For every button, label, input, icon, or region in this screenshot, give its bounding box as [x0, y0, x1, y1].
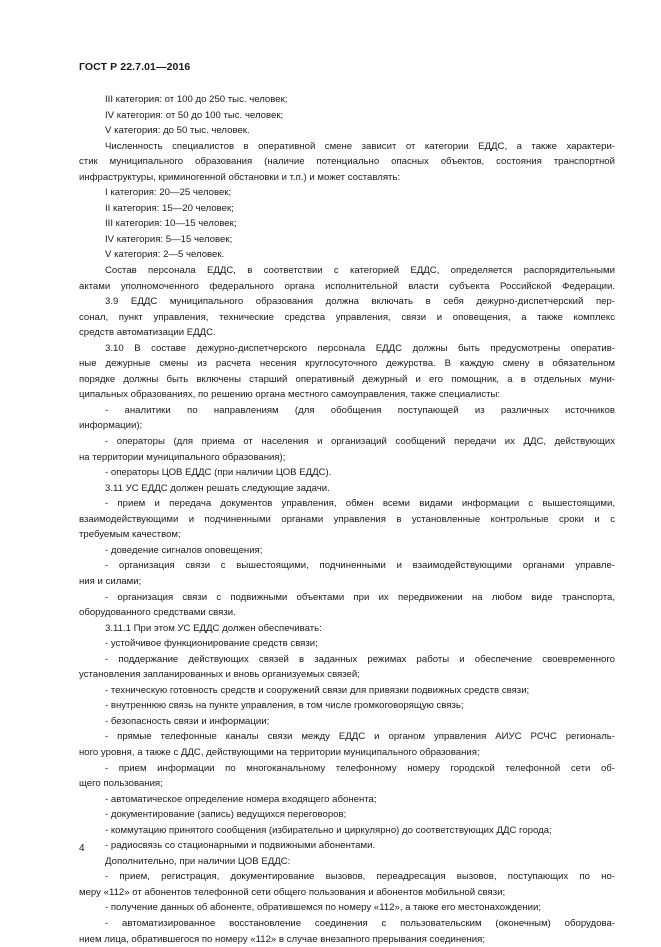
text-line: ного уровня, а также с ДДС, действующими на территории муниципального образования; — [79, 746, 480, 758]
text-line: нием лица, обратившегося по номеру «112» в случае внезапного прерывания соединения; — [79, 933, 485, 945]
text-line: на территории муниципального образования); — [79, 451, 286, 463]
text-line: - радиосвязь со стационарными и подвижными абонентами. — [105, 840, 376, 852]
text-line: оборудованного средствами связи. — [79, 607, 236, 619]
text-line: - документирование (запись) ведущихся переговоров; — [105, 809, 347, 821]
text-line: меру «112» от абонентов телефонной сети общего пользования и абонентов мобильной связи; — [79, 886, 506, 898]
text-line: III категория: от 100 до 250 тыс. человек; — [105, 94, 288, 105]
page-number: 4 — [79, 843, 85, 854]
text-line: - коммутацию принятого сообщения (избирательно и циркулярно) до соответствующих ДДС города; — [105, 824, 552, 836]
text-line: - организация связи с вышестоящими, подчиненными и взаимодействующими органами управле- — [105, 560, 615, 572]
text-line: взаимодействующими и подчиненными органами управления в установленные контрольные сроки и с — [79, 513, 615, 525]
text-line: ципальных образованиях, по решению органа местного самоуправления, также специалисты: — [79, 389, 501, 401]
text-line: V категория: 2—5 человек. — [105, 249, 225, 261]
text-line: 3.10 В составе дежурно-диспетчерского персонала ЕДДС должны быть предусмотрены оператив- — [105, 342, 615, 354]
text-line: - устойчивое функционирование средств связи; — [105, 638, 318, 650]
text-line: - поддержание действующих связей в заданных режимах работы и обеспечение своевременного — [105, 653, 615, 665]
text-line: актами уполномоченного федерального органа исполнительной власти субъекта Российской Федерации. — [79, 280, 615, 292]
document-header: ГОСТ Р 22.7.01—2016 — [79, 61, 191, 73]
text-line: Состав персонала ЕДДС, в соответствии с категорией ЕДДС, определяется распорядительными — [105, 265, 615, 277]
text-line: щего пользования; — [79, 778, 163, 790]
text-line: ные дежурные смены из расчета несения круглосуточного дежурства. В каждую смену в обязательном — [79, 358, 615, 370]
text-line: - доведение сигналов оповещения; — [105, 544, 263, 556]
text-line: информации); — [79, 420, 143, 432]
text-line: - автоматизированное восстановление соединения с пользовательским (оконечным) оборудова- — [105, 917, 615, 929]
text-line: - операторы (для приема от населения и организаций сообщений передачи их ДДС, действующих — [105, 436, 615, 448]
text-line: - автоматическое определение номера входящего абонента; — [105, 793, 377, 805]
text-line: Дополнительно, при наличии ЦОВ ЕДДС: — [105, 855, 291, 867]
text-line: - прием, регистрация, документирование вызовов, переадресация вызовов, поступающих по но- — [105, 871, 615, 883]
text-line: 3.11 УС ЕДДС должен решать следующие задачи. — [105, 482, 330, 494]
text-line: - техническую готовность средств и сооружений связи для привязки подвижных средств связи; — [105, 684, 530, 696]
text-line: - прием информации по многоканальному телефонному номеру городской телефонной сети об- — [105, 762, 615, 774]
text-line: Численность специалистов в оперативной смене зависит от категории ЕДДС, а также характери- — [105, 140, 615, 152]
text-line: III категория: 10—15 человек; — [105, 218, 237, 230]
text-line: V категория: до 50 тыс. человек. — [105, 125, 250, 137]
text-line: - прямые телефонные каналы связи между ЕДДС и органом управления АИУС РСЧС региональ- — [105, 731, 615, 743]
text-line: - аналитики по направлениям (для обобщения поступающей из различных источников — [105, 404, 615, 416]
text-line: порядке должны быть включены старший оперативный дежурный и его помощник, а в отдельных муни- — [79, 373, 615, 385]
text-line: I категория: 20—25 человек; — [105, 187, 232, 199]
text-line: IV категория: от 50 до 100 тыс. человек; — [105, 109, 284, 121]
document-body — [79, 92, 615, 947]
text-line: ния и силами; — [79, 575, 142, 587]
text-line: 3.9 ЕДДС муниципального образования должна включать в себя дежурно-диспетчерский пер- — [105, 296, 615, 308]
text-line: инфраструктуры, криминогенной обстановки и т.п.) и может составлять: — [79, 171, 401, 183]
text-line: установления запланированных и вновь организуемых связей; — [79, 669, 360, 681]
text-line: стик муниципального образования (наличие потенциально опасных объектов, состояния транспортной — [79, 156, 615, 168]
text-line: - операторы ЦОВ ЕДДС (при наличии ЦОВ ЕДДС). — [105, 467, 332, 479]
text-line: IV категория: 5—15 человек; — [105, 233, 233, 245]
text-line: сонал, пункт управления, технические средства управления, связи и оповещения, а также комплекс — [79, 311, 615, 323]
text-line: II категория: 15—20 человек; — [105, 202, 234, 214]
text-line: - прием и передача документов управления, обмен всеми видами информации с вышестоящими, — [105, 498, 615, 510]
text-line: - внутреннюю связь на пункте управления, в том числе громкоговорящую связь; — [105, 700, 464, 712]
text-line: - получение данных об абоненте, обратившемся по номеру «112», а также его местонахождении; — [105, 902, 541, 914]
text-line: средств автоматизации ЕДДС. — [79, 327, 216, 339]
text-line: 3.11.1 При этом УС ЕДДС должен обеспечивать: — [105, 622, 322, 634]
text-line: требуемым качеством; — [79, 529, 181, 541]
text-line: - организация связи с подвижными объектами при их передвижении на любом виде транспорта, — [105, 591, 615, 603]
text-line: - безопасность связи и информации; — [105, 715, 270, 727]
